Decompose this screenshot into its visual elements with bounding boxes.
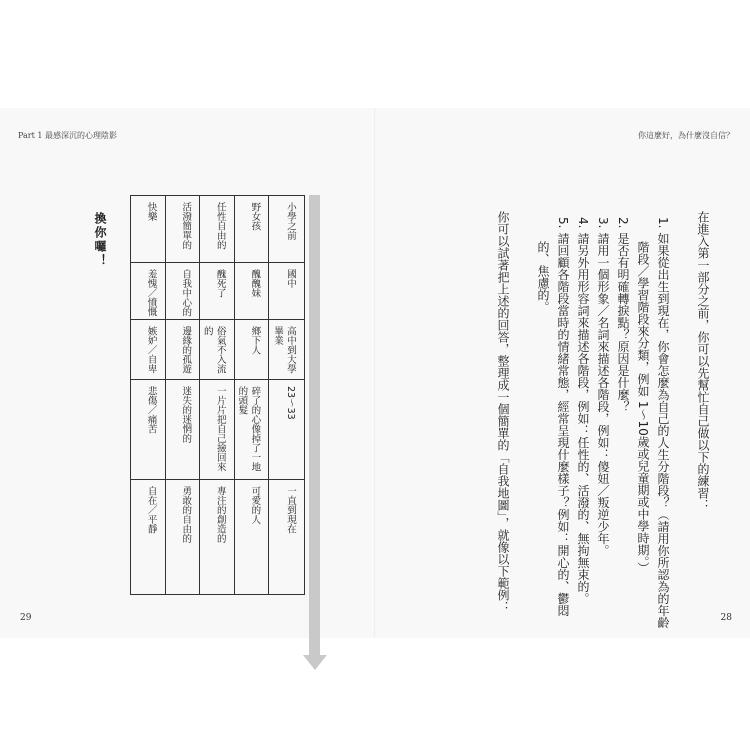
table-cell (131, 196, 166, 263)
body-item-5-cont: 的、焦慮的。 (536, 241, 550, 313)
table-cell (200, 380, 235, 480)
table-cell (269, 263, 304, 320)
page-number-right: 28 (720, 613, 732, 623)
table-cell (235, 480, 270, 594)
table-cell-text: 專注的創造的 (214, 486, 226, 543)
page-number-left: 29 (20, 613, 32, 623)
table-cell-text: 自在／平靜 (145, 486, 157, 534)
table-cell (131, 380, 166, 480)
table-cell (269, 480, 304, 594)
body-item-3: 3. 請用一個形象／名詞來描述各階段，例如：傻妞／叛逆少年。 (596, 217, 610, 557)
table-cell (200, 320, 235, 380)
table-cell (200, 196, 235, 263)
table-cell (131, 320, 166, 380)
table-cell-text: 嫉妒／自卑 (145, 326, 157, 374)
table-cell (235, 196, 270, 263)
table-cell-text: 任性自由的 (214, 202, 226, 250)
table-cell (235, 263, 270, 320)
running-header-left: Part 1 最感深沉的心理陰影 (18, 131, 118, 140)
table-cell-text: 碎了的心像掉了一地的頭髮 (236, 386, 261, 472)
table-cell (166, 480, 201, 594)
body-item-4: 4. 請另外用形容詞來描述各階段，例如：任性的、活潑的、無拘無束的。 (576, 217, 590, 605)
self-map-table (130, 195, 305, 595)
table-cell-text: 鄉下人 (249, 326, 261, 355)
table-cell (200, 263, 235, 320)
table-cell (269, 196, 304, 263)
book-spine (374, 108, 376, 638)
table-cell (166, 196, 201, 263)
table-cell-text: 一片片把自己撿回來 (214, 386, 226, 472)
table-cell (269, 320, 304, 380)
table-cell (166, 320, 201, 380)
book-spread (0, 108, 750, 638)
table-cell-text: 活潑簡單的 (180, 202, 192, 250)
table-cell-text: 一直到現在 (284, 486, 296, 534)
table-cell-text: 可愛的人 (249, 486, 261, 524)
body-intro: 在進入第一部分之前，你可以先幫忙自己做以下的練習： (696, 211, 710, 511)
table-cell-text: 小學之前 (284, 202, 296, 240)
body-item-5: 5. 請回顧各階段當時的情緒常態，經常呈現什麼樣子？例如：開心的、鬱悶 (556, 217, 570, 617)
body-outro: 你可以試著把上述的回答，整理成一個簡單的「自我地圖」，就像以下範例： (496, 211, 510, 613)
table-cell (166, 380, 201, 480)
running-header-right: 你這麼好，為什麼沒自信？ (638, 131, 734, 140)
table-cell-text: 俗氣不入流的 (201, 326, 226, 374)
table-cell-text: 醜醜妹 (249, 269, 261, 298)
table-cell (131, 480, 166, 594)
table-cell-text: 迷失的迷惘的 (180, 386, 192, 443)
table-cell-text: 邊緣的孤遊 (180, 326, 192, 374)
table-cell (235, 320, 270, 380)
body-item-2: 2. 是否有明確轉捩點？原因是什麼？ (616, 217, 630, 413)
timeline-arrow-head-icon (303, 655, 327, 670)
table-cell-text: 羞愧／憤慨 (145, 269, 157, 317)
table-cell-text: 勇敢的自由的 (180, 486, 192, 543)
table-cell-text: 醜死了 (214, 269, 226, 298)
table-cell (269, 380, 304, 480)
table-cell-text: 自我中心的 (180, 269, 192, 317)
timeline-arrow-shaft (309, 195, 320, 655)
table-cell (131, 263, 166, 320)
table-cell-text: 野女孩 (249, 202, 261, 231)
table-cell-text: 快樂 (145, 202, 157, 221)
table-cell-text: 23～33 (284, 386, 296, 420)
table-cell-text: 高中到大學畢業 (271, 326, 296, 374)
exercise-prompt: 換你囉！ (93, 212, 107, 268)
table-cell-text: 悲傷／痛苦 (145, 386, 157, 434)
table-cell-text: 國中 (284, 269, 296, 288)
body-item-1: 1. 如果從出生到現在，你會怎麼為自己的人生分階段？（請用你所認為的年齡 (656, 217, 670, 629)
table-cell (235, 380, 270, 480)
table-cell (200, 480, 235, 594)
body-item-1-cont: 階段／學習階段來分類，例如 1～10歲或兒童期或中學時期。） (636, 241, 650, 574)
table-cell (166, 263, 201, 320)
